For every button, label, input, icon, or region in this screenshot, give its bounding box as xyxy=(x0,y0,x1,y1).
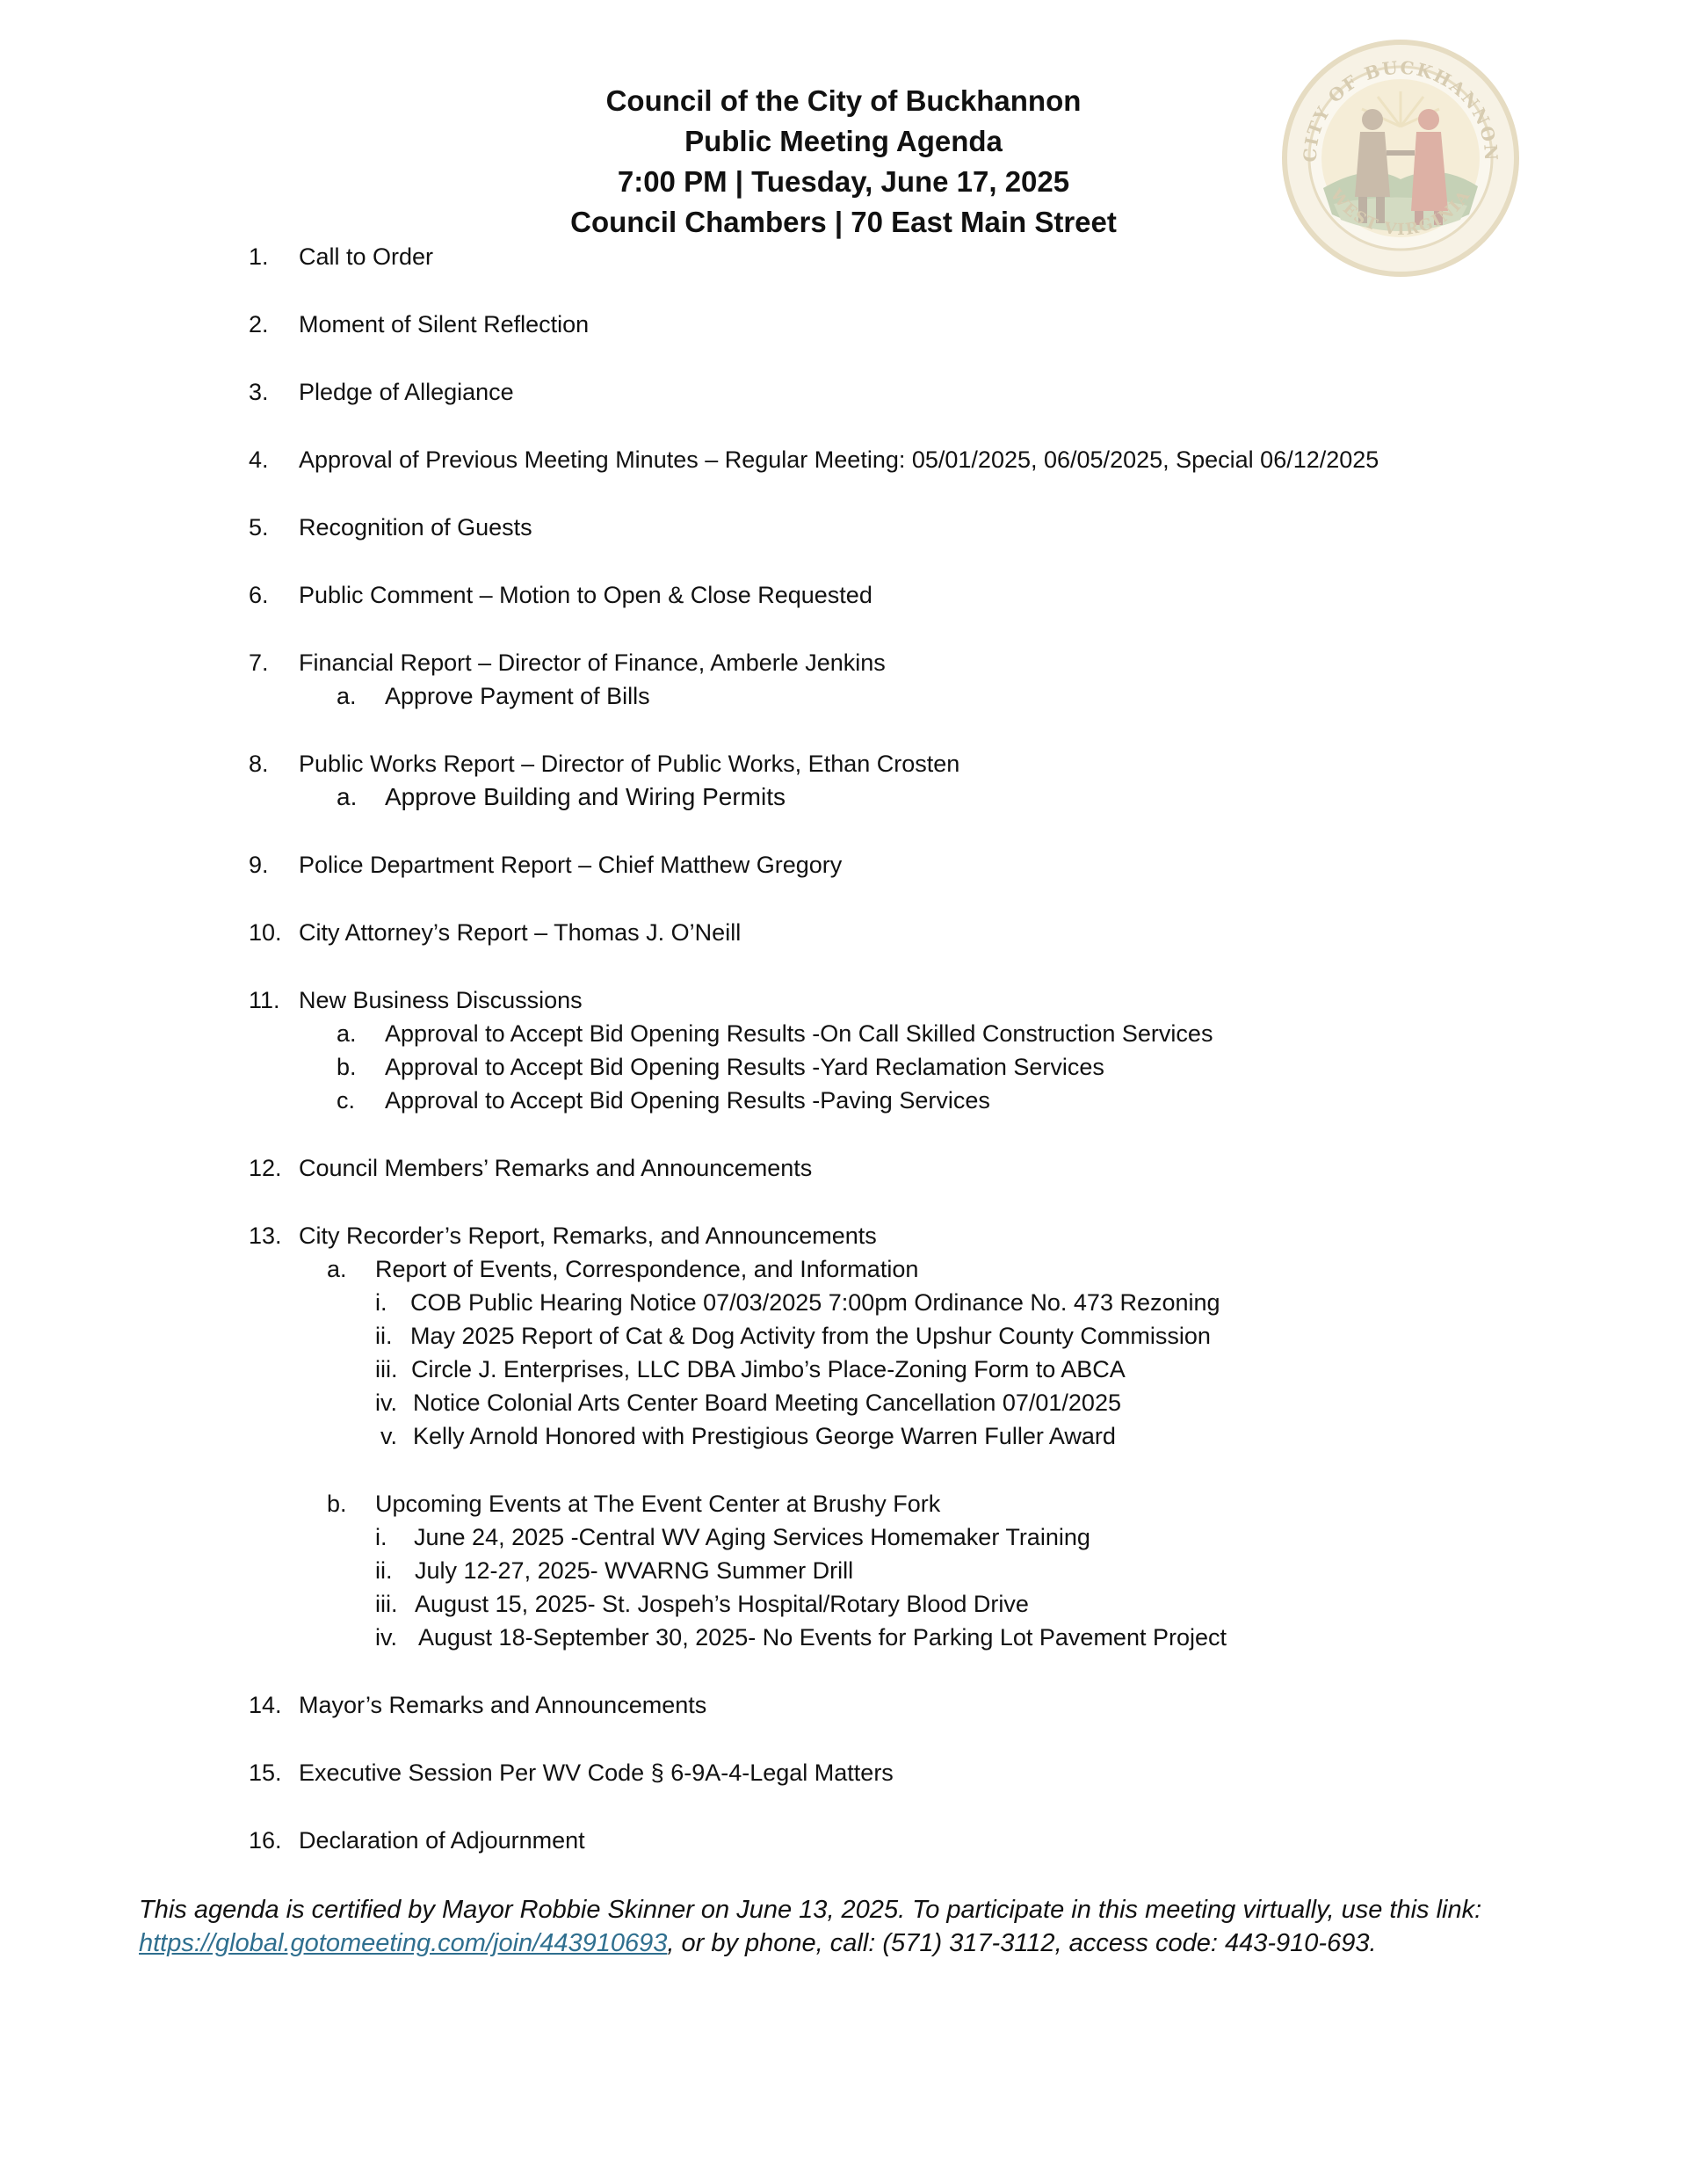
seal-bottom-text: WEST VIRGINIA xyxy=(1326,185,1475,240)
council-title: Council of the City of Buckhannon xyxy=(605,84,1082,117)
agenda-page: Council of the City of Buckhannon Public Meeting Agenda 7:00 PM | Tuesday, June 17, 2025 Council Chambers | 70 East Main Street CITY OF BUCKHANNON WEST VIRGINIA 1. Call to Order 2. Moment of Silent Reflection 3. Pledge of Allegiance 4. Approval of Previous Meeting Minutes – Regular Meeting: 05/01/2025, 06/05/2025, Special 06/12/2025 5. Recognition of Guests 6. Public Comment – Motion to Open & Close Requested 7. Financial Report – Director of Finance, Amberle Jenkins a. Approve Payment of Bills 8. Public Works Report – Director of Public Works, Ethan Crosten a. Approve Building and Wiring Permits 9. Police Department Report – Chief Matthew Gregory 10. City Attorney’s Report – Thomas J. O’Neill 11. New Business Discussions a. Approval to Accept Bid Opening Results -On Call Skilled Construction Services b. Approval to Accept Bid Opening Results -Yard Reclamation Services c. Approval to Accept Bid Opening Results -Paving Services 12. Council Members’ Remarks and Announcements 13. City Recorder’s Report, Remarks, and Announcements a. Report of Events, Correspondence, and Information i. COB Public Hearing Notice 07/03/2025 7:00pm Ordinance No. 473 Rezoning ii. May 2025 Report of Cat & Dog Activity from the Upshur County Commission iii. Circle J. Enterprises, LLC DBA Jimbo’s Place-Zoning Form to ABCA iv. Notice Colonial Arts Center Board Meeting Cancellation 07/01/2025 v. Kelly Arnold Honored with Prestigious George Warren Fuller Award b. Upcoming Events at The Event Center at Brushy Fork i. June 24, 2025 -Central WV Aging Services Homemaker Training ii. July 12-27, 2025- WVARNG Summer Drill iii. August 15, 2025- St. Jospeh’s Hospital/Rotary Blood Drive iv. August 18-September 30, 2025- No Events for Parking Lot Pavement Project 14. Mayor’s Remarks and Announcements 15. Executive Session Per WV Code § 6-9A-4-Legal Matters 16. Declaration of Adjournment This agenda is certified by Mayor Robbie Skinner on June 13, 2025. To participate in this meeting virtually, use this link: https://global.gotomeeting.com/join/443910693, or by phone, call: (571) 317-3112, access code: 443-910-693. xyxy=(0,0,1687,2184)
seal-top-text: CITY OF BUCKHANNON xyxy=(1299,56,1502,163)
agenda-header xyxy=(492,81,1195,243)
meeting-link[interactable]: https://global.gotomeeting.com/join/443910693 xyxy=(139,1929,668,1957)
meeting-datetime: 7:00 PM | Tuesday, June 17, 2025 xyxy=(617,165,1070,198)
participation-line xyxy=(139,1926,1580,1960)
city-seal-icon xyxy=(1281,39,1520,278)
certification-line: This agenda is certified by Mayor Robbie Skinner on June 13, 2025. To participate in this meeting virtually, use this link: xyxy=(139,1896,1482,1924)
certification-note xyxy=(139,1893,1580,1960)
agenda-title: Public Meeting Agenda xyxy=(684,125,1003,157)
phone-access-text: , or by phone, call: (571) 317-3112, access code: 443-910-693. xyxy=(667,1929,1377,1957)
meeting-location: Council Chambers | 70 East Main Street xyxy=(570,206,1117,238)
